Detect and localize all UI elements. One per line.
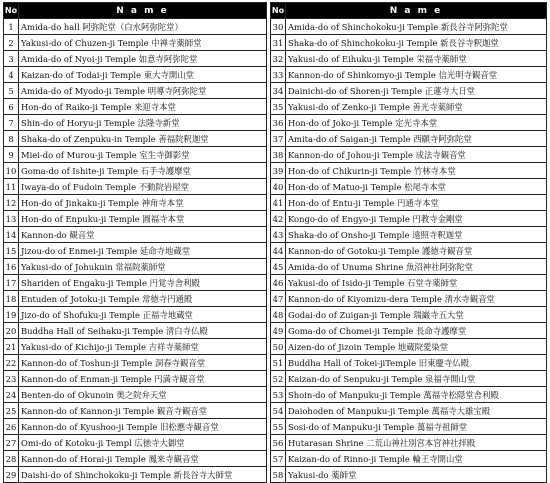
table-row <box>271 83 547 99</box>
table-row <box>271 19 547 35</box>
row-number: 29 <box>4 467 19 483</box>
row-name: Shoin-do of Manpuku-ji Temple 萬福寺松隠堂舎利殿 <box>286 387 547 403</box>
row-number: 48 <box>271 307 286 323</box>
row-name: Goma-do of Ishite-ji Temple 石手寺護摩堂 <box>19 163 267 179</box>
row-number: 47 <box>271 291 286 307</box>
row-number: 57 <box>271 451 286 467</box>
header-row <box>271 3 547 19</box>
table-row <box>4 259 267 275</box>
row-name: Kannon-do of Kyushoo-ji Temple 旧松應寺観音堂 <box>19 419 267 435</box>
table-row <box>4 35 267 51</box>
row-name: Yakusi-do of Chuzen-ji Temple 中禅寺薬師堂 <box>19 35 267 51</box>
row-name: Buddha Hall of Seihaku-ji Temple 清白寺仏殿 <box>19 323 267 339</box>
row-number: 9 <box>4 147 19 163</box>
table-row <box>4 99 267 115</box>
row-number: 8 <box>4 131 19 147</box>
row-number: 16 <box>4 259 19 275</box>
row-number: 3 <box>4 51 19 67</box>
table-row <box>271 243 547 259</box>
table-row <box>4 323 267 339</box>
table-row <box>4 211 267 227</box>
row-name: Hon-do of Raiko-ji Temple 来迎寺本堂 <box>19 99 267 115</box>
column-header-name: N a m e <box>286 3 547 19</box>
row-number: 41 <box>271 195 286 211</box>
row-name: Amida-do hall 阿弥陀堂（白水阿弥陀堂） <box>19 19 267 35</box>
row-name: Amida-do of Nyoi-ji Temple 如意寺阿弥陀堂 <box>19 51 267 67</box>
table-row <box>4 291 267 307</box>
row-number: 46 <box>271 275 286 291</box>
row-number: 28 <box>4 451 19 467</box>
row-number: 54 <box>271 403 286 419</box>
row-number: 52 <box>271 371 286 387</box>
row-number: 40 <box>271 179 286 195</box>
row-name: Kannon-do of Enman-ji Temple 円満寺観音堂 <box>19 371 267 387</box>
row-name: Kannon-do of Shinkomyo-ji Temple 信光明寺観音堂 <box>286 67 547 83</box>
row-name: Shaka-do of Zenpuku-in Temple 善福院釈迦堂 <box>19 131 267 147</box>
table-row <box>271 403 547 419</box>
table-row <box>4 19 267 35</box>
row-name: Jizou-do of Enmei-ji Temple 延命寺地蔵堂 <box>19 243 267 259</box>
row-name: Yakusi-do of Johukuin 常福院薬師堂 <box>19 259 267 275</box>
row-number: 49 <box>271 323 286 339</box>
table-row <box>271 67 547 83</box>
row-number: 38 <box>271 147 286 163</box>
table-row <box>4 147 267 163</box>
column-header-number: No <box>271 3 286 19</box>
table-row <box>4 179 267 195</box>
table-row <box>271 451 547 467</box>
table-row <box>271 355 547 371</box>
table-row <box>271 227 547 243</box>
table-row <box>271 419 547 435</box>
row-number: 17 <box>4 275 19 291</box>
table-row <box>4 51 267 67</box>
table-row <box>4 131 267 147</box>
row-number: 56 <box>271 435 286 451</box>
table-row <box>271 371 547 387</box>
row-name: Daiohoden of Manpuku-ji Temple 萬福寺大雄宝殿 <box>286 403 547 419</box>
row-name: Kannon-do of Kiyomizu-dera Temple 清水寺観音堂 <box>286 291 547 307</box>
row-name: Buddha Hall of Tokei-jiTemple 旧東慶寺仏殿 <box>286 355 547 371</box>
table-row <box>271 259 547 275</box>
table-row <box>4 403 267 419</box>
row-name: Dainichi-do of Shoren-ji Temple 正蓮寺大日堂 <box>286 83 547 99</box>
row-name: Hon-do of Entu-ji Temple 円通寺本堂 <box>286 195 547 211</box>
row-name: Shaka-do of Onsho-ji Temple 遠照寺釈迦堂 <box>286 227 547 243</box>
row-name: Iwaya-do of Fudoin Temple 不動院岩屋堂 <box>19 179 267 195</box>
row-number: 5 <box>4 83 19 99</box>
header-row <box>4 3 267 19</box>
row-number: 51 <box>271 355 286 371</box>
row-number: 25 <box>4 403 19 419</box>
row-name: Amita-do of Saigan-ji Temple 西願寺阿弥陀堂 <box>286 131 547 147</box>
table-row <box>4 275 267 291</box>
right-list-body <box>271 19 547 483</box>
row-name: Hon-do of Chikurin-ji Temple 竹林寺本堂 <box>286 163 547 179</box>
row-number: 30 <box>271 19 286 35</box>
row-name: Benten-do of Okunoin 奥之院弁天堂 <box>19 387 267 403</box>
row-number: 22 <box>4 355 19 371</box>
table-row <box>4 339 267 355</box>
row-name: Yakusi-do of Isido-ji Temple 石堂寺薬師堂 <box>286 275 547 291</box>
row-name: Jizo-do of Shofuku-ji Temple 正福寺地蔵堂 <box>19 307 267 323</box>
table-row <box>4 163 267 179</box>
row-name: Kannon-do of Gotoku-ji Temple 護徳寺観音堂 <box>286 243 547 259</box>
row-number: 58 <box>271 467 286 483</box>
row-number: 1 <box>4 19 19 35</box>
row-number: 12 <box>4 195 19 211</box>
row-number: 11 <box>4 179 19 195</box>
row-number: 32 <box>271 51 286 67</box>
table-row <box>271 291 547 307</box>
table-row <box>271 467 547 483</box>
table-row <box>4 243 267 259</box>
table-row <box>4 227 267 243</box>
row-name: Shaka-do of Shinchokoku-ji Temple 新長谷寺釈迦堂 <box>286 35 547 51</box>
row-name: Hon-do of Jinkaku-ji Temple 神角寺本堂 <box>19 195 267 211</box>
row-name: Yakusi-do of Zenko-ji Temple 善光寺薬師堂 <box>286 99 547 115</box>
table-row <box>4 435 267 451</box>
table-row <box>271 99 547 115</box>
table-row <box>271 323 547 339</box>
left-list-table <box>3 2 267 483</box>
table-row <box>271 339 547 355</box>
row-name: Aizen-do of Jizoin Temple 地蔵院愛染堂 <box>286 339 547 355</box>
row-number: 21 <box>4 339 19 355</box>
table-row <box>4 355 267 371</box>
table-row <box>271 435 547 451</box>
row-name: Kannon-do of Toshun-ji Temple 洞春寺観音堂 <box>19 355 267 371</box>
row-name: Yakusi-do of Kichijo-ji Temple 吉祥寺薬師堂 <box>19 339 267 355</box>
table-row <box>4 115 267 131</box>
table-row <box>271 51 547 67</box>
column-header-number: No <box>4 3 19 19</box>
row-number: 19 <box>4 307 19 323</box>
row-name: Amida-do of Unuma Shrine 魚沼神社阿弥陀堂 <box>286 259 547 275</box>
table-row <box>4 387 267 403</box>
right-list-table <box>270 2 547 483</box>
row-name: Yakusi-do 薬師堂 <box>286 467 547 483</box>
row-number: 50 <box>271 339 286 355</box>
row-number: 31 <box>271 35 286 51</box>
table-row <box>271 275 547 291</box>
row-name: Omi-do of Kotoku-ji Templ 広徳寺大御堂 <box>19 435 267 451</box>
row-number: 43 <box>271 227 286 243</box>
left-list-body <box>4 19 267 483</box>
row-name: Godai-do of Zuigan-ji Temple 瑞巌寺五大堂 <box>286 307 547 323</box>
row-name: Daishi-do of Shinchokoku-ji Temple 新長谷寺大師堂 <box>19 467 267 483</box>
row-name: Kongo-do of Engyo-ji Temple 円教寺金剛堂 <box>286 211 547 227</box>
row-name: Kannon-do 観音堂 <box>19 227 267 243</box>
row-name: Kaizan-do of Senpuku-ji Temple 泉福寺開山堂 <box>286 371 547 387</box>
table-row <box>271 195 547 211</box>
table-row <box>4 467 267 483</box>
row-name: Amida-do of Shinchokoku-ji Temple 新長谷寺阿弥陀堂 <box>286 19 547 35</box>
row-number: 45 <box>271 259 286 275</box>
table-row <box>271 307 547 323</box>
row-number: 24 <box>4 387 19 403</box>
row-number: 37 <box>271 131 286 147</box>
table-row <box>271 179 547 195</box>
row-number: 33 <box>271 67 286 83</box>
row-name: Kaizan-do of Todai-ji Temple 東大寺開山堂 <box>19 67 267 83</box>
row-number: 55 <box>271 419 286 435</box>
row-number: 10 <box>4 163 19 179</box>
row-name: Yakusi-do of Eihuku-ji Temple 栄福寺薬師堂 <box>286 51 547 67</box>
table-row <box>4 451 267 467</box>
table-row <box>271 387 547 403</box>
row-number: 6 <box>4 99 19 115</box>
row-number: 7 <box>4 115 19 131</box>
row-number: 23 <box>4 371 19 387</box>
row-number: 53 <box>271 387 286 403</box>
row-number: 14 <box>4 227 19 243</box>
table-row <box>4 307 267 323</box>
row-name: Hon-do of Joko-ji Temple 定光寺本堂 <box>286 115 547 131</box>
table-row <box>271 115 547 131</box>
row-name: Kannon-do of Kannon-ji Temple 観音寺観音堂 <box>19 403 267 419</box>
table-row <box>271 163 547 179</box>
row-name: Entuden of Jotoku-ji Temple 常徳寺円通殿 <box>19 291 267 307</box>
row-number: 15 <box>4 243 19 259</box>
table-row <box>4 67 267 83</box>
row-name: Hutarasan Shrine 二荒山神社別宮本宮神社拝殿 <box>286 435 547 451</box>
table-row <box>4 195 267 211</box>
column-header-name: N a m e <box>19 3 267 19</box>
row-name: Shin-do of Horyu-ji Temple 法隆寺新堂 <box>19 115 267 131</box>
table-row <box>4 419 267 435</box>
row-name: Miei-do of Murou-ji Temple 室生寺御影堂 <box>19 147 267 163</box>
row-number: 35 <box>271 99 286 115</box>
row-number: 4 <box>4 67 19 83</box>
row-number: 2 <box>4 35 19 51</box>
table-row <box>4 83 267 99</box>
row-number: 44 <box>271 243 286 259</box>
row-name: Amida-do of Myodo-ji Temple 明導寺阿弥陀堂 <box>19 83 267 99</box>
row-number: 34 <box>271 83 286 99</box>
row-name: Kannon-do of Johou-ji Temple 成法寺観音堂 <box>286 147 547 163</box>
row-name: Sosi-do of Manpuku-ji Temple 萬福寺祖師堂 <box>286 419 547 435</box>
table-row <box>271 131 547 147</box>
row-number: 39 <box>271 163 286 179</box>
row-number: 26 <box>4 419 19 435</box>
row-name: Shariden of Engaku-ji Temple 円覚寺舎利殿 <box>19 275 267 291</box>
row-number: 18 <box>4 291 19 307</box>
row-name: Goma-do of Chomei-ji Temple 長命寺護摩堂 <box>286 323 547 339</box>
table-row <box>271 35 547 51</box>
row-number: 42 <box>271 211 286 227</box>
row-number: 36 <box>271 115 286 131</box>
row-name: Hon-do of Matuo-ji Temple 松尾寺本堂 <box>286 179 547 195</box>
row-number: 20 <box>4 323 19 339</box>
row-number: 27 <box>4 435 19 451</box>
table-row <box>4 371 267 387</box>
row-name: Kannon-do of Horai-ji Temple 鳳来寺観音堂 <box>19 451 267 467</box>
table-row <box>271 147 547 163</box>
row-name: Kaizan-do of Rinno-ji Temple 輪王寺開山堂 <box>286 451 547 467</box>
row-name: Hon-do of Enpuku-ji Temple 圓福寺本堂 <box>19 211 267 227</box>
table-row <box>271 211 547 227</box>
row-number: 13 <box>4 211 19 227</box>
